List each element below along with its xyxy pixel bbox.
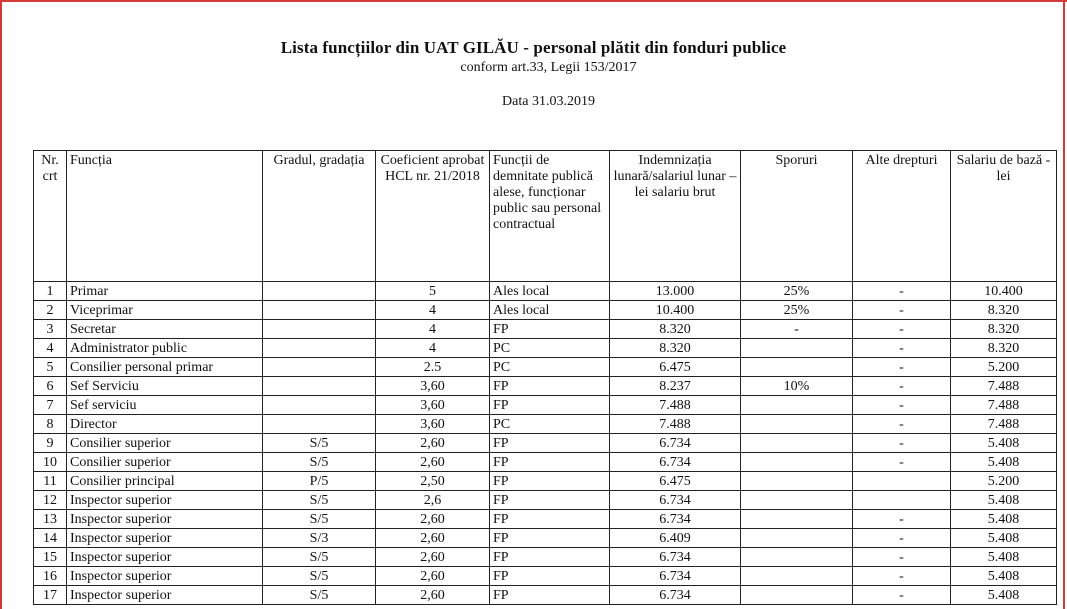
cell-coeficient: 2,60 [376, 510, 490, 529]
cell-indemnizatie: 6.734 [610, 491, 741, 510]
cell-gradul [263, 415, 376, 434]
document-date: Data 31.03.2019 [502, 94, 595, 109]
cell-gradul [263, 339, 376, 358]
cell-functia: Sef serviciu [67, 396, 263, 415]
cell-indemnizatie: 8.320 [610, 339, 741, 358]
table-header-row [34, 151, 1057, 282]
cell-sporuri [741, 548, 853, 567]
cell-sporuri [741, 472, 853, 491]
cell-salariu-baza: 7.488 [951, 415, 1057, 434]
cell-tip-personal: Ales local [490, 301, 610, 320]
cell-salariu-baza: 5.408 [951, 453, 1057, 472]
cell-indemnizatie: 13.000 [610, 282, 741, 301]
cell-nr: 16 [34, 567, 67, 586]
cell-salariu-baza: 5.408 [951, 510, 1057, 529]
cell-indemnizatie: 10.400 [610, 301, 741, 320]
cell-alte-drepturi: - [853, 567, 951, 586]
header-indemnizatia: Indemnizația lunară/salariul lunar – lei salariu brut [610, 151, 741, 282]
cell-functia: Administrator public [67, 339, 263, 358]
cell-alte-drepturi [853, 491, 951, 510]
cell-alte-drepturi: - [853, 453, 951, 472]
cell-nr: 9 [34, 434, 67, 453]
cell-functia: Inspector superior [67, 567, 263, 586]
window-border-top [0, 0, 1067, 2]
cell-alte-drepturi: - [853, 415, 951, 434]
table-body [34, 282, 1057, 605]
cell-nr: 10 [34, 453, 67, 472]
cell-functia: Inspector superior [67, 510, 263, 529]
cell-salariu-baza: 5.408 [951, 548, 1057, 567]
header-gradul: Gradul, gradația [263, 151, 376, 282]
cell-nr: 8 [34, 415, 67, 434]
cell-alte-drepturi: - [853, 529, 951, 548]
cell-tip-personal: PC [490, 358, 610, 377]
cell-tip-personal: PC [490, 339, 610, 358]
cell-sporuri: 10% [741, 377, 853, 396]
table-row [34, 548, 1057, 567]
cell-nr: 13 [34, 510, 67, 529]
cell-gradul: S/5 [263, 491, 376, 510]
cell-alte-drepturi: - [853, 548, 951, 567]
cell-indemnizatie: 6.409 [610, 529, 741, 548]
cell-gradul: S/3 [263, 529, 376, 548]
cell-functia: Consilier principal [67, 472, 263, 491]
cell-nr: 5 [34, 358, 67, 377]
cell-functia: Consilier superior [67, 453, 263, 472]
cell-salariu-baza: 5.200 [951, 472, 1057, 491]
cell-coeficient: 3,60 [376, 415, 490, 434]
cell-sporuri [741, 396, 853, 415]
functions-table [33, 150, 1057, 605]
cell-coeficient: 4 [376, 320, 490, 339]
table-row [34, 472, 1057, 491]
cell-coeficient: 3,60 [376, 377, 490, 396]
table-row [34, 339, 1057, 358]
cell-salariu-baza: 5.408 [951, 586, 1057, 605]
cell-indemnizatie: 6.475 [610, 358, 741, 377]
cell-gradul: S/5 [263, 567, 376, 586]
cell-indemnizatie: 6.475 [610, 472, 741, 491]
table-row [34, 358, 1057, 377]
cell-functia: Primar [67, 282, 263, 301]
cell-functia: Inspector superior [67, 491, 263, 510]
cell-nr: 2 [34, 301, 67, 320]
cell-functia: Inspector superior [67, 529, 263, 548]
cell-functia: Viceprimar [67, 301, 263, 320]
header-salariu-baza: Salariu de bază - lei [951, 151, 1057, 282]
cell-indemnizatie: 6.734 [610, 453, 741, 472]
cell-gradul [263, 320, 376, 339]
cell-alte-drepturi: - [853, 377, 951, 396]
cell-sporuri [741, 415, 853, 434]
table-row [34, 491, 1057, 510]
header-functii-demnitate: Funcții de demnitate publică alese, funcționar public sau personal contractual [490, 151, 610, 282]
cell-sporuri: 25% [741, 282, 853, 301]
cell-sporuri [741, 453, 853, 472]
cell-salariu-baza: 5.408 [951, 434, 1057, 453]
table-row [34, 434, 1057, 453]
cell-sporuri [741, 586, 853, 605]
cell-alte-drepturi: - [853, 339, 951, 358]
cell-alte-drepturi: - [853, 434, 951, 453]
cell-functia: Inspector superior [67, 548, 263, 567]
cell-gradul: S/5 [263, 510, 376, 529]
cell-gradul: S/5 [263, 434, 376, 453]
cell-salariu-baza: 10.400 [951, 282, 1057, 301]
cell-salariu-baza: 8.320 [951, 320, 1057, 339]
document-title: Lista funcțiilor din UAT GILĂU - personal plătit din fonduri publice [280, 38, 787, 57]
cell-nr: 1 [34, 282, 67, 301]
cell-tip-personal: FP [490, 320, 610, 339]
window-border-right [1063, 0, 1065, 609]
cell-tip-personal: FP [490, 529, 610, 548]
table-row [34, 586, 1057, 605]
cell-gradul: S/5 [263, 548, 376, 567]
cell-salariu-baza: 5.200 [951, 358, 1057, 377]
cell-tip-personal: FP [490, 396, 610, 415]
cell-gradul [263, 282, 376, 301]
cell-sporuri [741, 529, 853, 548]
cell-functia: Director [67, 415, 263, 434]
cell-sporuri: - [741, 320, 853, 339]
cell-functia: Consilier personal primar [67, 358, 263, 377]
cell-indemnizatie: 8.320 [610, 320, 741, 339]
cell-sporuri [741, 510, 853, 529]
cell-salariu-baza: 8.320 [951, 339, 1057, 358]
cell-coeficient: 2,60 [376, 529, 490, 548]
cell-sporuri [741, 339, 853, 358]
cell-indemnizatie: 8.237 [610, 377, 741, 396]
header-coeficient: Coeficient aprobat HCL nr. 21/2018 [376, 151, 490, 282]
table-row [34, 453, 1057, 472]
cell-coeficient: 2,60 [376, 434, 490, 453]
cell-gradul [263, 396, 376, 415]
cell-coeficient: 4 [376, 301, 490, 320]
cell-nr: 6 [34, 377, 67, 396]
cell-tip-personal: FP [490, 377, 610, 396]
cell-sporuri [741, 567, 853, 586]
table-row [34, 529, 1057, 548]
cell-alte-drepturi: - [853, 301, 951, 320]
table-row [34, 396, 1057, 415]
table-row [34, 301, 1057, 320]
cell-alte-drepturi: - [853, 358, 951, 377]
cell-alte-drepturi: - [853, 396, 951, 415]
cell-alte-drepturi: - [853, 510, 951, 529]
table-row [34, 567, 1057, 586]
cell-gradul [263, 377, 376, 396]
cell-coeficient: 5 [376, 282, 490, 301]
cell-salariu-baza: 5.408 [951, 529, 1057, 548]
cell-salariu-baza: 5.408 [951, 567, 1057, 586]
cell-gradul: S/5 [263, 586, 376, 605]
cell-alte-drepturi [853, 472, 951, 491]
cell-nr: 14 [34, 529, 67, 548]
cell-tip-personal: FP [490, 586, 610, 605]
window-border-left [0, 0, 2, 609]
cell-nr: 12 [34, 491, 67, 510]
cell-salariu-baza: 5.408 [951, 491, 1057, 510]
header-nr-crt: Nr. crt [34, 151, 67, 282]
cell-functia: Secretar [67, 320, 263, 339]
cell-sporuri [741, 491, 853, 510]
cell-functia: Sef Serviciu [67, 377, 263, 396]
cell-coeficient: 2,60 [376, 548, 490, 567]
cell-coeficient: 2,60 [376, 453, 490, 472]
cell-functia: Inspector superior [67, 586, 263, 605]
cell-gradul: P/5 [263, 472, 376, 491]
header-sporuri: Sporuri [741, 151, 853, 282]
header-alte-drepturi: Alte drepturi [853, 151, 951, 282]
cell-alte-drepturi: - [853, 282, 951, 301]
cell-salariu-baza: 8.320 [951, 301, 1057, 320]
cell-coeficient: 2,60 [376, 586, 490, 605]
cell-indemnizatie: 6.734 [610, 434, 741, 453]
cell-salariu-baza: 7.488 [951, 377, 1057, 396]
cell-tip-personal: FP [490, 510, 610, 529]
cell-tip-personal: FP [490, 472, 610, 491]
table-row [34, 415, 1057, 434]
cell-nr: 11 [34, 472, 67, 491]
cell-functia: Consilier superior [67, 434, 263, 453]
cell-indemnizatie: 6.734 [610, 567, 741, 586]
document-subtitle: conform art.33, Legii 153/2017 [460, 60, 637, 75]
cell-gradul [263, 358, 376, 377]
cell-coeficient: 2,6 [376, 491, 490, 510]
cell-coeficient: 2.5 [376, 358, 490, 377]
cell-nr: 7 [34, 396, 67, 415]
cell-nr: 17 [34, 586, 67, 605]
cell-sporuri [741, 434, 853, 453]
table-row [34, 320, 1057, 339]
cell-alte-drepturi: - [853, 320, 951, 339]
cell-indemnizatie: 6.734 [610, 586, 741, 605]
cell-tip-personal: FP [490, 548, 610, 567]
cell-alte-drepturi: - [853, 586, 951, 605]
cell-coeficient: 2,60 [376, 567, 490, 586]
cell-indemnizatie: 7.488 [610, 396, 741, 415]
cell-gradul [263, 301, 376, 320]
cell-tip-personal: PC [490, 415, 610, 434]
cell-tip-personal: Ales local [490, 282, 610, 301]
cell-sporuri: 25% [741, 301, 853, 320]
cell-indemnizatie: 6.734 [610, 510, 741, 529]
header-functia: Funcția [67, 151, 263, 282]
table-row [34, 510, 1057, 529]
cell-tip-personal: FP [490, 453, 610, 472]
cell-tip-personal: FP [490, 491, 610, 510]
cell-gradul: S/5 [263, 453, 376, 472]
cell-coeficient: 3,60 [376, 396, 490, 415]
cell-indemnizatie: 6.734 [610, 548, 741, 567]
cell-nr: 15 [34, 548, 67, 567]
cell-nr: 4 [34, 339, 67, 358]
cell-tip-personal: FP [490, 434, 610, 453]
cell-coeficient: 4 [376, 339, 490, 358]
cell-nr: 3 [34, 320, 67, 339]
cell-salariu-baza: 7.488 [951, 396, 1057, 415]
table-row [34, 282, 1057, 301]
cell-sporuri [741, 358, 853, 377]
cell-coeficient: 2,50 [376, 472, 490, 491]
table-row [34, 377, 1057, 396]
cell-indemnizatie: 7.488 [610, 415, 741, 434]
cell-tip-personal: FP [490, 567, 610, 586]
